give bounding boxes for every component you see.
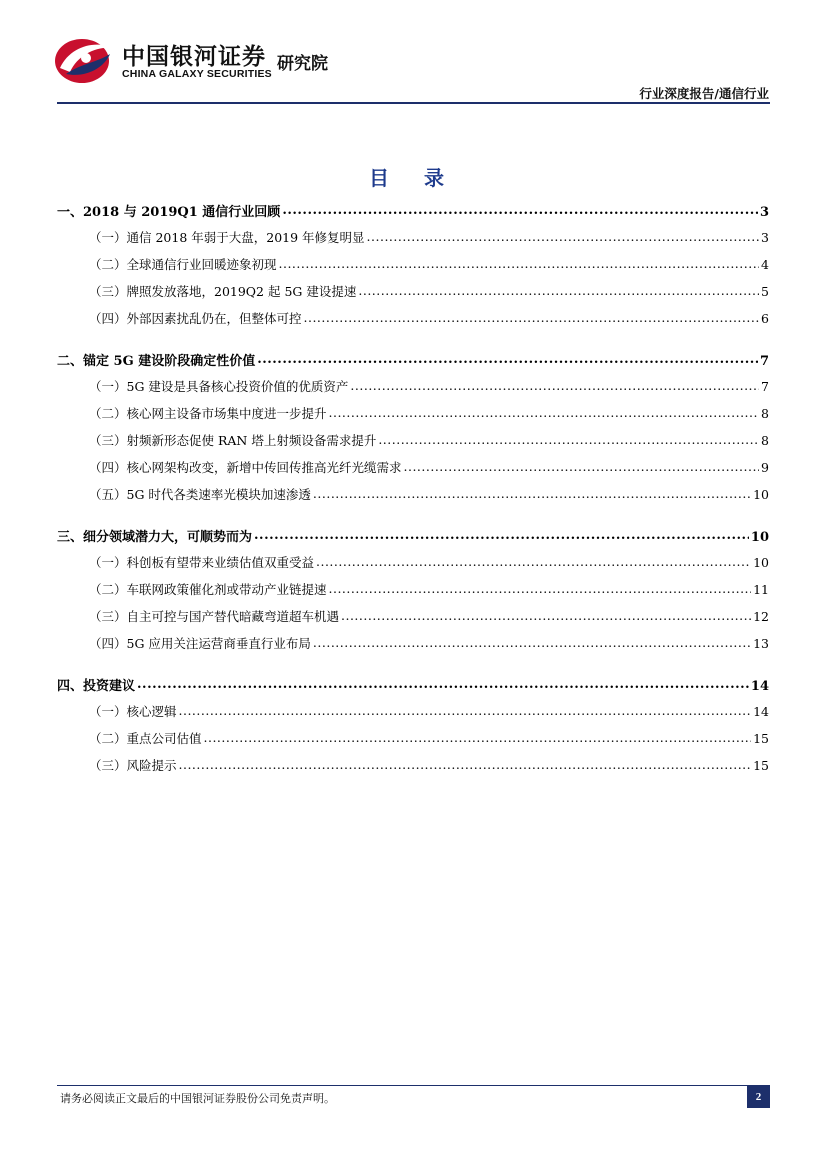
toc-entry-label: （三）风险提示 bbox=[89, 758, 177, 773]
toc-entry-label: 四、投资建议 bbox=[57, 679, 136, 694]
toc-leader-dots bbox=[341, 609, 751, 622]
toc-entry-page: 4 bbox=[761, 257, 769, 272]
toc-leader-dots bbox=[304, 311, 760, 324]
toc-title: 目 录 bbox=[369, 166, 458, 190]
galaxy-logo-icon bbox=[52, 34, 116, 86]
toc-entry-label: （三）射频新形态促使 RAN 塔上射频设备需求提升 bbox=[89, 433, 377, 448]
toc-entry-page: 15 bbox=[753, 758, 769, 773]
toc-leader-dots bbox=[313, 487, 751, 500]
toc-entry-label: （二）全球通信行业回暖迹象初现 bbox=[89, 257, 277, 272]
toc-leader-dots bbox=[313, 636, 751, 649]
toc-leader-dots bbox=[367, 230, 760, 243]
toc-leader-dots bbox=[329, 582, 752, 595]
toc-subsection-entry[interactable] bbox=[57, 228, 769, 255]
toc-subsection-entry[interactable] bbox=[57, 431, 769, 458]
toc-entry-page: 10 bbox=[753, 555, 769, 570]
toc-subsection-entry[interactable] bbox=[57, 282, 769, 309]
toc-leader-dots bbox=[404, 460, 760, 473]
toc-entry-label: 三、细分领域潜力大，可顺势而为 bbox=[57, 530, 253, 545]
toc-leader-dots bbox=[204, 731, 752, 744]
report-type-label: 行业深度报告/通信行业 bbox=[639, 86, 769, 101]
toc-leader-dots bbox=[358, 284, 759, 297]
toc-entry-page: 5 bbox=[761, 284, 769, 299]
toc-leader-dots bbox=[316, 555, 751, 568]
toc-subsection-entry[interactable] bbox=[57, 729, 769, 756]
toc-entry-label: （四）5G 应用关注运营商垂直行业布局 bbox=[89, 636, 311, 651]
toc-entry-page: 9 bbox=[761, 460, 769, 475]
toc-entry-label: （一）核心逻辑 bbox=[89, 704, 177, 719]
toc-leader-dots bbox=[350, 379, 759, 392]
toc-leader-dots bbox=[378, 433, 759, 446]
brand-name-cn: 中国银河证券 bbox=[122, 44, 266, 70]
toc-leader-dots bbox=[257, 352, 758, 365]
toc-entry-label: （一）5G 建设是具备核心投资价值的优质资产 bbox=[89, 379, 349, 394]
toc-entry-label: 一、2018 与 2019Q1 通信行业回顾 bbox=[57, 205, 281, 220]
toc-subsection-entry[interactable] bbox=[57, 485, 769, 512]
toc-entry-page: 7 bbox=[761, 379, 769, 394]
toc-entry-label: 二、锚定 5G 建设阶段确定性价值 bbox=[57, 354, 256, 369]
toc-entry-page: 7 bbox=[759, 354, 769, 369]
toc-entry-label: （四）外部因素扰乱仍在，但整体可控 bbox=[89, 311, 302, 326]
toc-subsection-entry[interactable] bbox=[57, 756, 769, 783]
toc-leader-dots bbox=[329, 406, 760, 419]
toc-subsection-entry[interactable] bbox=[57, 634, 769, 661]
toc-leader-dots bbox=[179, 758, 752, 771]
toc-entry-page: 8 bbox=[761, 406, 769, 421]
toc-leader-dots bbox=[282, 203, 758, 216]
toc-entry-label: （三）自主可控与国产替代暗藏弯道超车机遇 bbox=[89, 609, 340, 624]
toc-entry-label: （二）重点公司估值 bbox=[89, 731, 202, 746]
toc-section-entry[interactable] bbox=[57, 526, 769, 553]
footer-disclaimer: 请务必阅读正文最后的中国银河证券股份公司免责声明。 bbox=[60, 1092, 335, 1105]
toc-leader-dots bbox=[137, 677, 749, 690]
toc-entry-label: （五）5G 时代各类速率光模块加速渗透 bbox=[89, 487, 311, 502]
toc-subsection-entry[interactable] bbox=[57, 607, 769, 634]
toc-subsection-entry[interactable] bbox=[57, 255, 769, 282]
toc-entry-label: （二）车联网政策催化剂或带动产业链提速 bbox=[89, 582, 327, 597]
toc-entry-page: 8 bbox=[761, 433, 769, 448]
toc-entry-page: 6 bbox=[761, 311, 769, 326]
page-number: 2 bbox=[747, 1086, 770, 1108]
toc-leader-dots bbox=[179, 704, 752, 717]
institute-label: 研究院 bbox=[277, 54, 328, 74]
toc-entry-page: 12 bbox=[753, 609, 769, 624]
toc-subsection-entry[interactable] bbox=[57, 404, 769, 431]
toc-subsection-entry[interactable] bbox=[57, 580, 769, 607]
toc-entry-page: 11 bbox=[753, 582, 769, 597]
table-of-contents bbox=[57, 201, 769, 783]
toc-entry-page: 3 bbox=[761, 230, 769, 245]
toc-section-entry[interactable] bbox=[57, 350, 769, 377]
toc-entry-label: （一）通信 2018 年弱于大盘，2019 年修复明显 bbox=[89, 230, 365, 245]
toc-entry-label: （二）核心网主设备市场集中度进一步提升 bbox=[89, 406, 327, 421]
toc-leader-dots bbox=[254, 528, 749, 541]
toc-entry-page: 3 bbox=[759, 205, 769, 220]
toc-entry-page: 15 bbox=[753, 731, 769, 746]
toc-section-entry[interactable] bbox=[57, 201, 769, 228]
toc-subsection-entry[interactable] bbox=[57, 702, 769, 729]
toc-entry-page: 14 bbox=[753, 704, 769, 719]
footer-divider bbox=[57, 1085, 770, 1086]
toc-entry-label: （四）核心网架构改变，新增中传回传推高光纤光缆需求 bbox=[89, 460, 402, 475]
toc-entry-label: （三）牌照发放落地，2019Q2 起 5G 建设提速 bbox=[89, 284, 357, 299]
toc-entry-page: 10 bbox=[753, 487, 769, 502]
brand-name-en: CHINA GALAXY SECURITIES bbox=[122, 68, 272, 80]
toc-leader-dots bbox=[279, 257, 760, 270]
toc-entry-page: 10 bbox=[750, 530, 769, 545]
toc-entry-page: 14 bbox=[750, 679, 769, 694]
toc-subsection-entry[interactable] bbox=[57, 553, 769, 580]
toc-subsection-entry[interactable] bbox=[57, 309, 769, 336]
header-divider bbox=[57, 102, 770, 104]
toc-section-entry[interactable] bbox=[57, 675, 769, 702]
page-header bbox=[0, 0, 827, 104]
toc-subsection-entry[interactable] bbox=[57, 377, 769, 404]
toc-entry-label: （一）科创板有望带来业绩估值双重受益 bbox=[89, 555, 315, 570]
toc-subsection-entry[interactable] bbox=[57, 458, 769, 485]
toc-entry-page: 13 bbox=[753, 636, 769, 651]
